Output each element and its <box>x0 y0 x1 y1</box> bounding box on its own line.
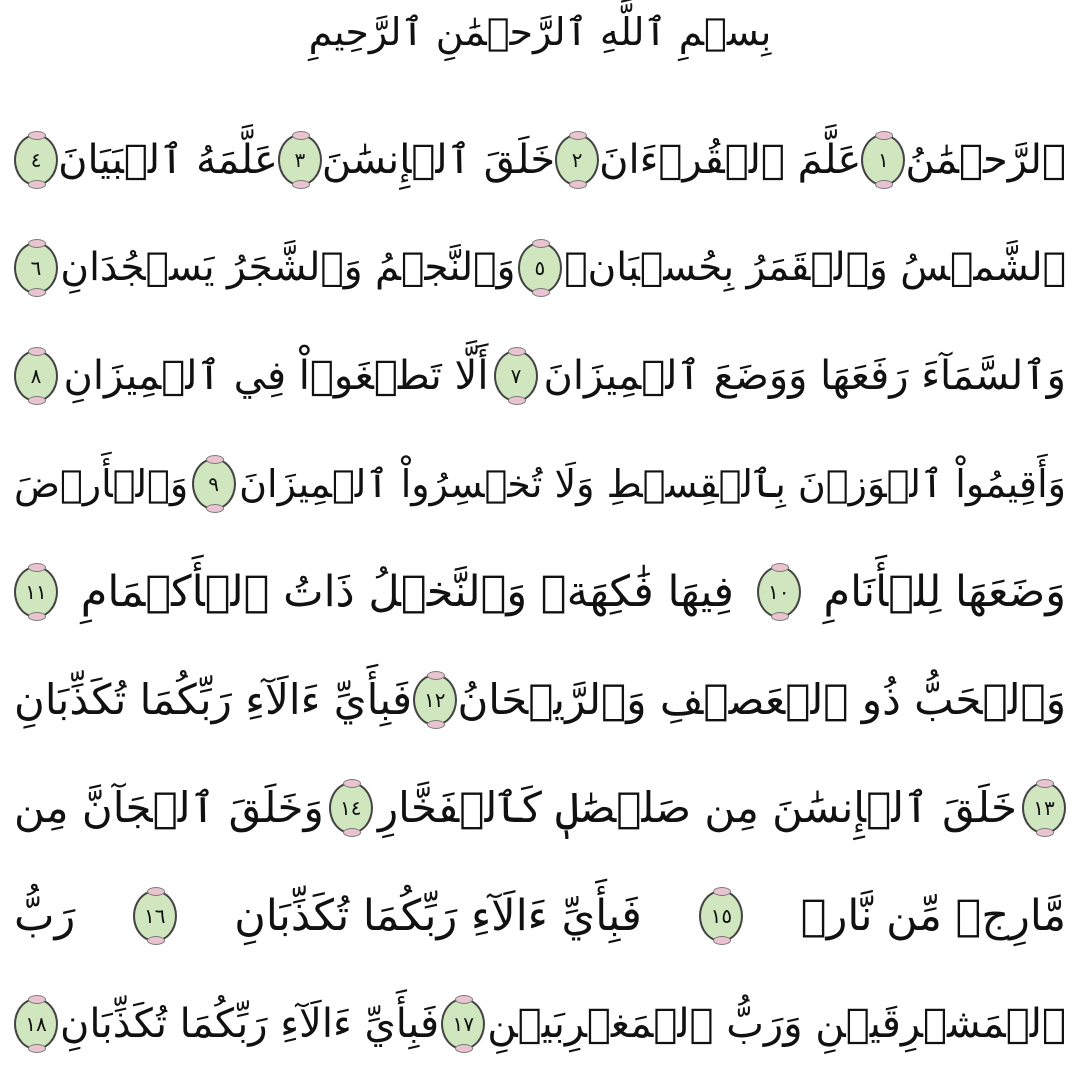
basmala-header: بِسۡمِ ٱللَّهِ ٱلرَّحۡمَٰنِ ٱلرَّحِيمِ <box>308 10 772 54</box>
ayah-number-marker: ١٢ <box>413 674 457 726</box>
verse-text: ٱلشَّمۡسُ وَٱلۡقَمَرُ بِحُسۡبَانٖ <box>564 245 1066 290</box>
ayah-number-marker: ١٨ <box>14 998 58 1050</box>
verse-text: وَضَعَهَا لِلۡأَنَامِ <box>823 567 1066 617</box>
verse-text: رَبُّ <box>14 891 76 941</box>
text-line <box>14 326 1066 426</box>
text-line <box>14 974 1066 1074</box>
ayah-number-marker: ١٦ <box>133 890 177 942</box>
ayah-number-marker: ٨ <box>14 350 58 402</box>
ayah-number-marker: ٤ <box>14 134 58 186</box>
ayah-number-marker: ٥ <box>518 242 562 294</box>
verse-text: خَلَقَ ٱلۡإِنسَٰنَ <box>321 137 556 183</box>
verse-text: ٱلرَّحۡمَٰنُ <box>905 137 1066 183</box>
ayah-number-marker: ١١ <box>14 566 58 618</box>
ayah-number-marker: ١٧ <box>441 998 485 1050</box>
text-line <box>14 110 1066 210</box>
ayah-number-marker: ٦ <box>14 242 58 294</box>
verse-text: فِيهَا فَٰكِهَةٞ وَٱلنَّخۡلُ ذَاتُ ٱلۡأَكۡمَامِ <box>80 567 734 617</box>
text-line <box>14 434 1066 534</box>
verse-text: أَلَّا تَطۡغَوۡاْ فِي ٱلۡمِيزَانِ <box>63 353 489 399</box>
verse-text: وَٱلۡأَرۡضَ <box>14 462 189 506</box>
verse-text: ٱلۡمَشۡرِقَيۡنِ وَرَبُّ ٱلۡمَغۡرِبَيۡنِ <box>487 1001 1066 1047</box>
verse-text: مَّارِجٖ مِّن نَّارٖ <box>800 891 1066 941</box>
text-line <box>14 650 1066 750</box>
verse-text: وَٱلۡحَبُّ ذُو ٱلۡعَصۡفِ وَٱلرَّيۡحَانُ <box>457 675 1066 724</box>
ayah-number-marker: ٢ <box>555 134 599 186</box>
ayah-number-marker: ١٥ <box>699 890 743 942</box>
ayah-number-marker: ١٣ <box>1022 782 1066 834</box>
verse-text: وَٱلسَّمَآءَ رَفَعَهَا وَوَضَعَ ٱلۡمِيزَانَ <box>543 353 1066 399</box>
verse-text: فَبِأَيِّ ءَالَآءِ رَبِّكُمَا تُكَذِّبَانِ <box>60 1001 440 1047</box>
ayah-number-marker: ٧ <box>494 350 538 402</box>
ayah-number-marker: ١٤ <box>329 782 373 834</box>
verse-text: عَلَّمَهُ ٱلۡبَيَانَ <box>58 137 278 183</box>
text-line <box>14 542 1066 642</box>
text-line <box>14 758 1066 858</box>
ayah-number-marker: ٩ <box>192 458 236 510</box>
ayah-number-marker: ٣ <box>278 134 322 186</box>
ayah-number-marker: ١ <box>861 134 905 186</box>
verse-text: فَبِأَيِّ ءَالَآءِ رَبِّكُمَا تُكَذِّبَانِ <box>14 675 413 724</box>
verse-text: فَبِأَيِّ ءَالَآءِ رَبِّكُمَا تُكَذِّبَانِ <box>234 891 642 941</box>
verse-text: خَلَقَ ٱلۡإِنسَٰنَ مِن صَلۡصَٰلٖ كَٱلۡفَخَّارِ <box>377 783 1017 832</box>
verse-text: عَلَّمَ ٱلۡقُرۡءَانَ <box>599 137 862 183</box>
verse-text: وَٱلنَّجۡمُ وَٱلشَّجَرُ يَسۡجُدَانِ <box>60 245 516 290</box>
text-line <box>14 866 1066 966</box>
verse-text: وَخَلَقَ ٱلۡجَآنَّ مِن <box>14 783 324 832</box>
verse-text: وَأَقِيمُواْ ٱلۡوَزۡنَ بِٱلۡقِسۡطِ وَلَا تُخۡسِرُواْ ٱلۡمِيزَانَ <box>239 462 1066 506</box>
text-line <box>14 218 1066 318</box>
ayah-number-marker: ١٠ <box>757 566 801 618</box>
